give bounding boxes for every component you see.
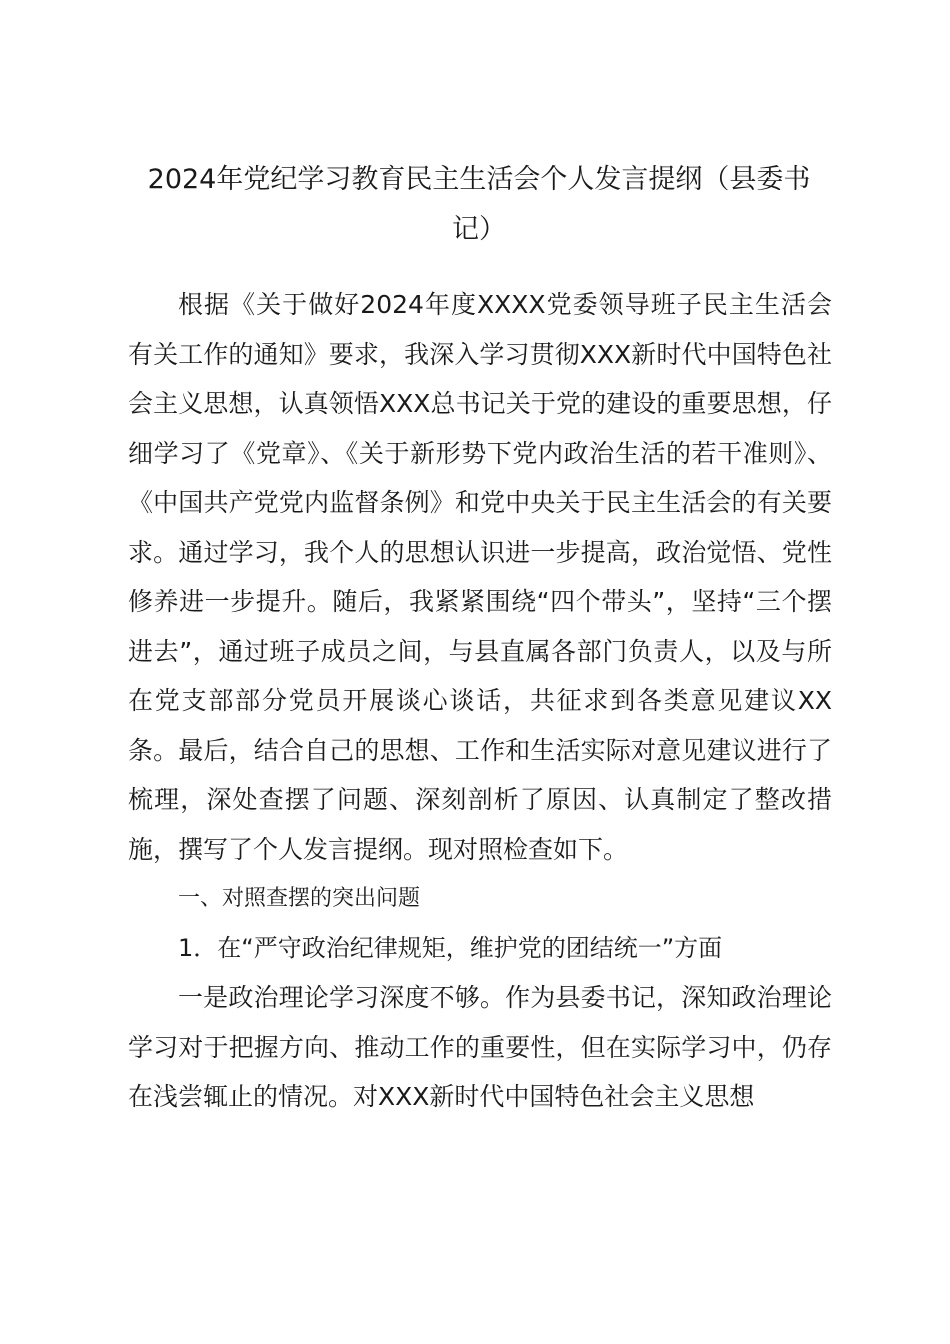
document-title: 2024年党纪学习教育民主生活会个人发言提纲（县委书记） bbox=[147, 164, 811, 245]
section-heading: 一、对照查摆的突出问题 bbox=[178, 886, 421, 911]
document-body bbox=[128, 280, 832, 1122]
subsection-heading: 1．在“严守政治纪律规矩，维护党的团结统一”方面 bbox=[178, 933, 723, 962]
point-one-paragraph: 一是政治理论学习深度不够。作为县委书记，深知政治理论学习对于把握方向、推动工作的重要性，但在实际学习中，仍存在浅尝辄止的情况。对XXX新时代中国特色社会主义思想 bbox=[128, 983, 832, 1111]
intro-paragraph: 根据《关于做好2024年度XXXX党委领导班子民主生活会有关工作的通知》要求，我深入学习贯彻XXX新时代中国特色社会主义思想，认真领悟XXX总书记关于党的建设的重要思想，仔细学习了《党章》、《关于新形势下党内政治生活的若干准则》、《中国共产党党内监督条例》和党中央关于民主生活会的有关要求。通过学习，我个人的思想认识进一步提高，政治觉悟、党性修养进一步提升。随后，我紧紧围绕“四个带头”，坚持“三个摆进去”，通过班子成员之间，与县直属各部门负责人，以及与所在党支部部分党员开展谈心谈话，共征求到各类意见建议XX条。最后，结合自己的思想、工作和生活实际对意见建议进行了梳理，深处查摆了问题、深刻剖析了原因、认真制定了整改措施，撰写了个人发言提纲。现对照检查如下。 bbox=[128, 290, 832, 864]
